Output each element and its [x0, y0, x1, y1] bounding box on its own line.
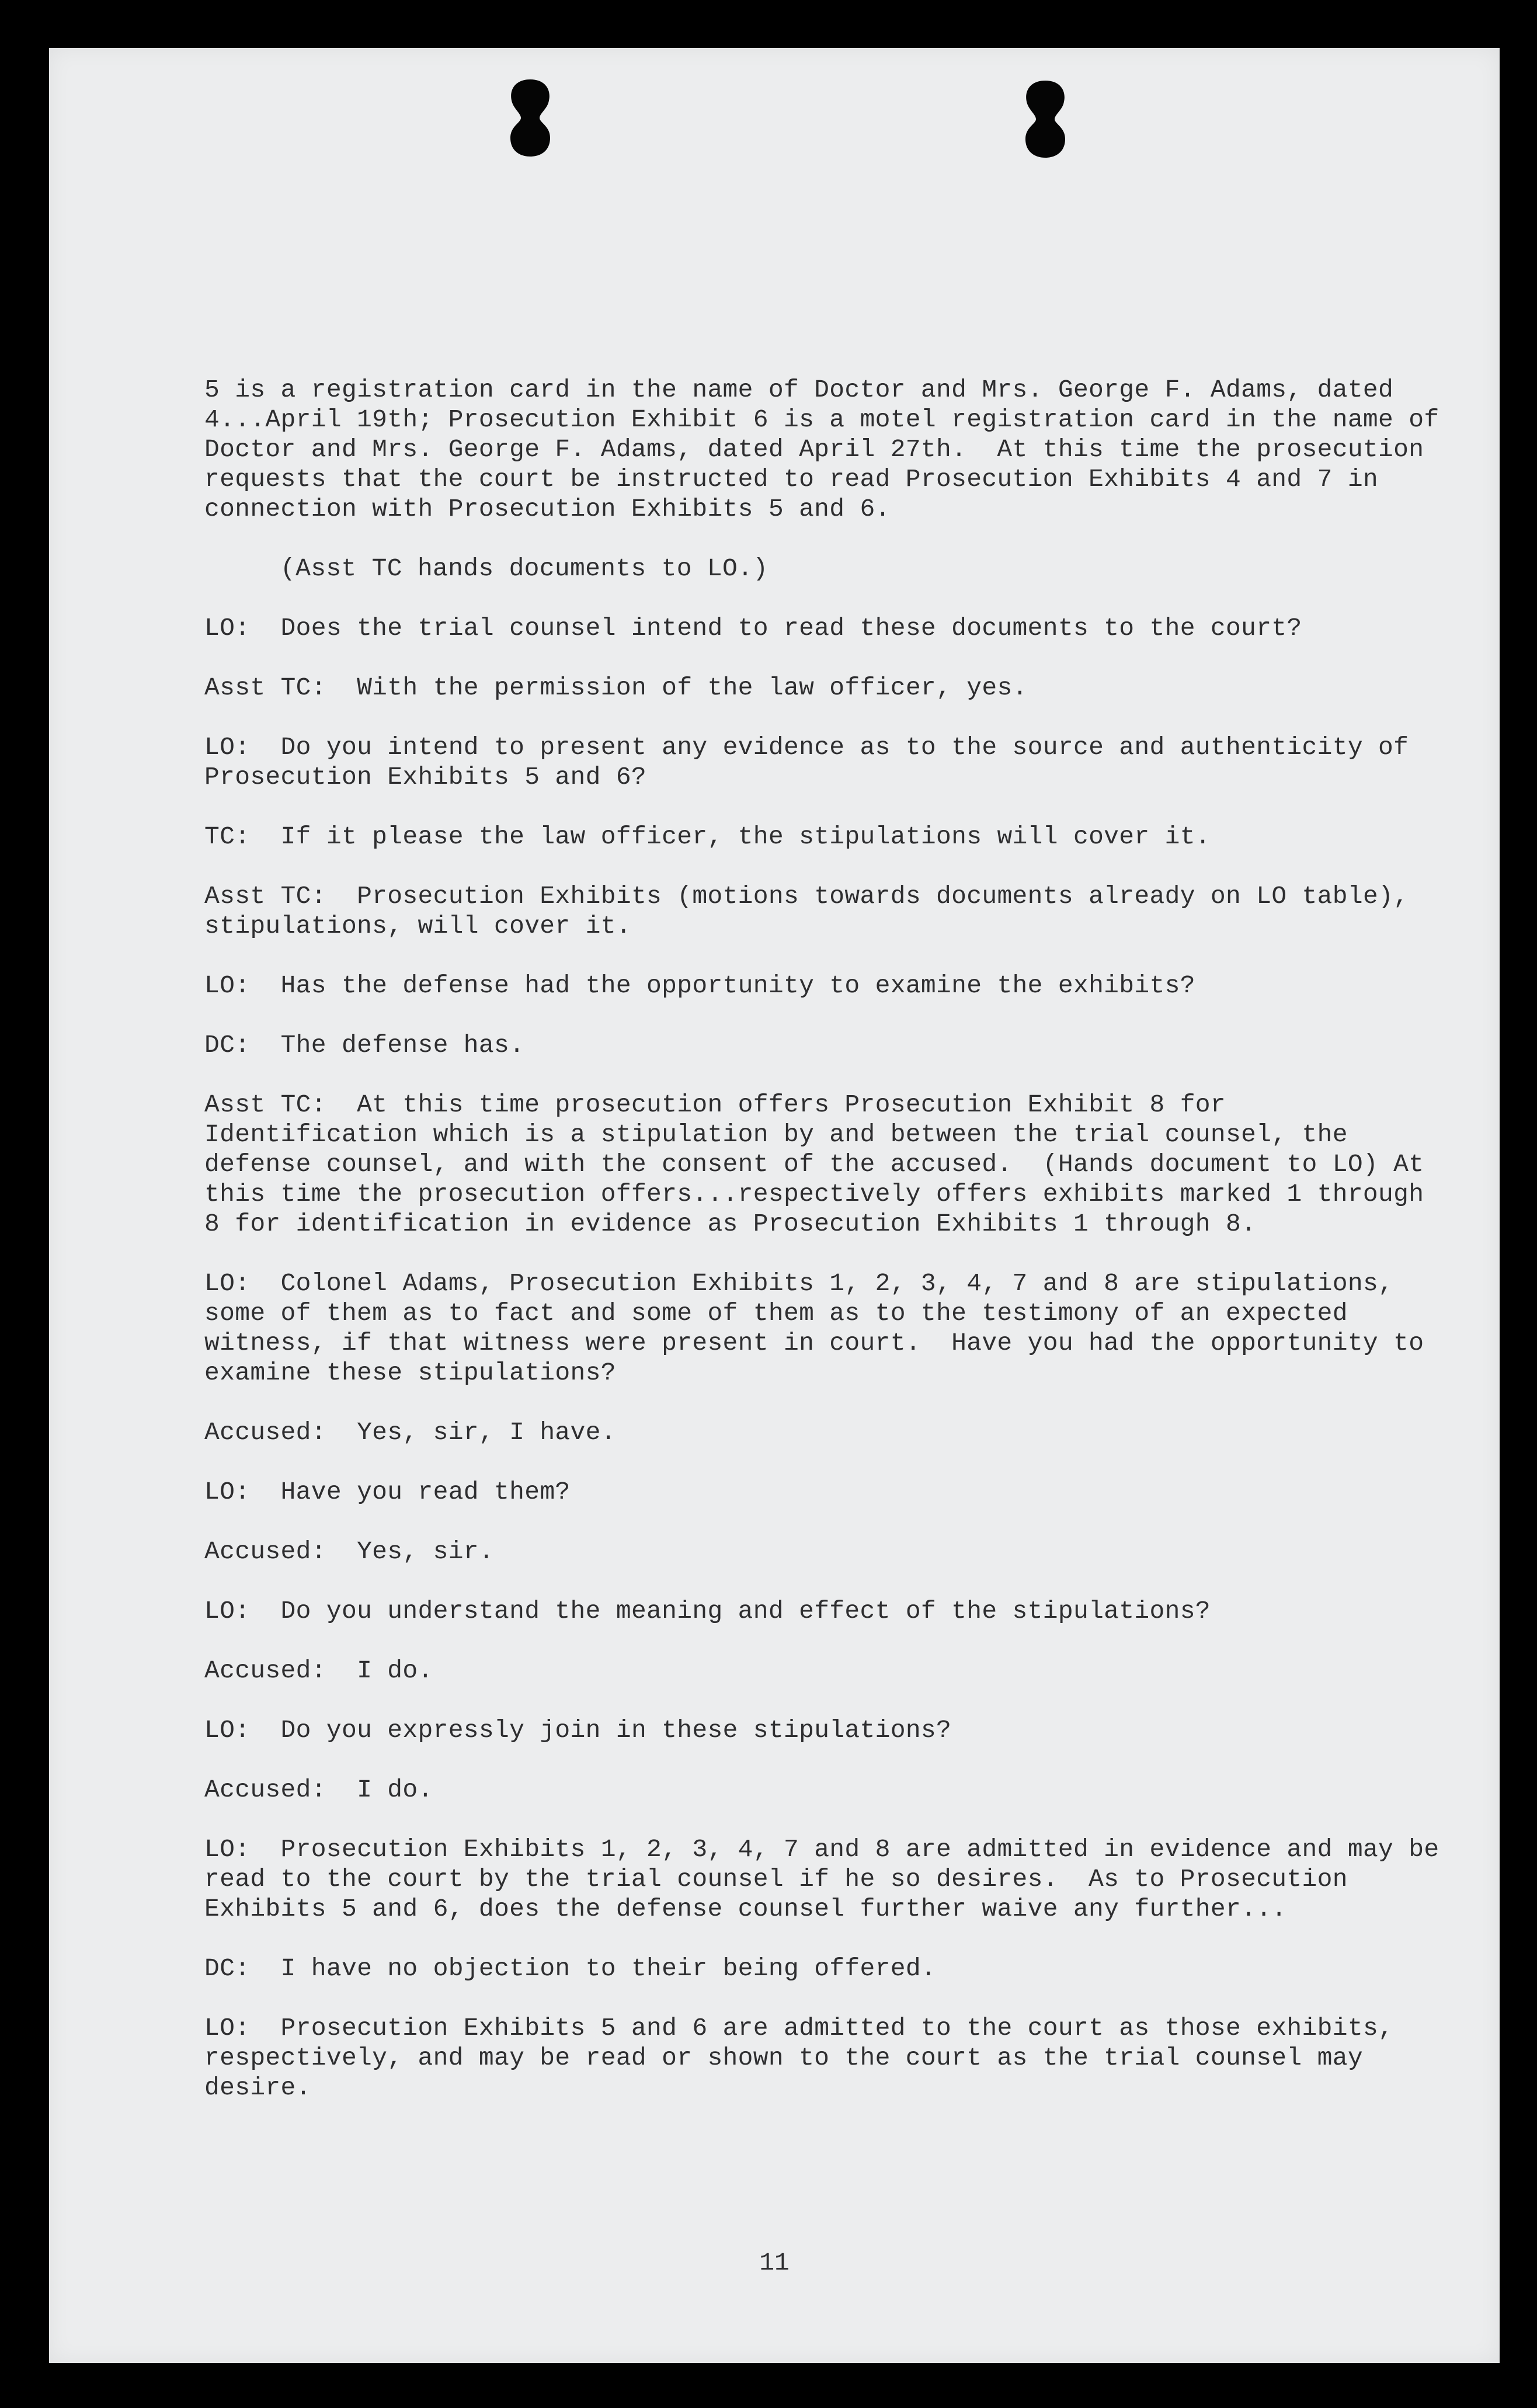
paragraph-text: Do you understand the meaning and effect of the stipulations? [280, 1597, 1211, 1625]
paragraph-text: 5 is a registration card in the name of Doctor and Mrs. George F. Adams, dated 4...April 19th; Prosecution Exhibit 6 is a motel registration card in the name of Doctor and Mrs. George F. Adams, dated April 27th. At this time the prosecution requests that the court be instructed to read Prosecution Exhibits 4 and 7 in connection with Prosecution Exhibits 5 and 6. [204, 376, 1455, 523]
paragraph-text: Prosecution Exhibits (motions towards documents already on LO table), stipulations, will cover it. [204, 882, 1424, 940]
paragraph-text: I have no objection to their being offered. [280, 1954, 937, 1983]
transcript-paragraph [204, 1030, 1442, 1060]
paragraph-text: Do you intend to present any evidence as to the source and authenticity of Prosecution Exhibits 5 and 6? [204, 733, 1424, 791]
transcript-paragraph [204, 375, 1455, 524]
speaker-label: DC: [204, 1031, 251, 1059]
speaker-label: LO: [204, 1597, 251, 1625]
paragraph-text: Do you expressly join in these stipulations? [280, 1716, 952, 1745]
binder-hole-right-icon [1018, 78, 1072, 160]
binder-hole-left-icon [503, 77, 557, 159]
speaker-label: LO: [204, 2014, 251, 2042]
speaker-label: Accused: [204, 1775, 326, 1804]
transcript-paragraph [204, 971, 1442, 1000]
transcript-paragraph [204, 1715, 1442, 1745]
transcript-paragraph [204, 1417, 1442, 1447]
paragraph-text: Prosecution Exhibits 5 and 6 are admitted to the court as those exhibits, respectively, and may be read or shown to the court as the trial counsel may desire. [204, 2014, 1409, 2102]
speaker-label: Asst TC: [204, 673, 326, 702]
transcript-paragraph [204, 1537, 1442, 1566]
paragraph-text: With the permission of the law officer, yes. [357, 673, 1028, 702]
paragraph-text: Colonel Adams, Prosecution Exhibits 1, 2, 3, 4, 7 and 8 are stipulations, some of them as to fact and some of them as to the testimony of an expected witness, if that witness were present in court. Have you had the opportunity to examine these stipulations? [204, 1269, 1439, 1387]
speaker-label: LO: [204, 971, 251, 1000]
transcript-paragraph [204, 881, 1442, 941]
paragraph-text: The defense has. [280, 1031, 525, 1059]
speaker-label: Accused: [204, 1537, 326, 1566]
paragraph-text: Yes, sir, I have. [357, 1418, 616, 1447]
document-page [49, 48, 1500, 2363]
paragraph-text: Does the trial counsel intend to read these documents to the court? [280, 614, 1302, 642]
speaker-label: LO: [204, 614, 251, 642]
speaker-label: TC: [204, 822, 251, 851]
transcript-paragraph [204, 732, 1442, 792]
binder-hole-icon [1018, 78, 1072, 160]
paragraph-text: Have you read them? [280, 1478, 571, 1506]
speaker-label: LO: [204, 1835, 251, 1864]
transcript-paragraph [204, 1834, 1455, 1924]
paragraph-text: Prosecution Exhibits 1, 2, 3, 4, 7 and 8 are admitted in evidence and may be read to the court by the trial counsel if he so desires. As to Prosecution Exhibits 5 and 6, does the defense counsel further waive any further... [204, 1835, 1455, 1923]
transcript-paragraph [204, 673, 1442, 703]
transcript-paragraph [204, 1656, 1442, 1686]
speaker-label: LO: [204, 733, 251, 762]
transcript-paragraph [204, 613, 1442, 643]
speaker-label: DC: [204, 1954, 251, 1983]
paragraph-text: I do. [357, 1656, 433, 1685]
page-number: 11 [759, 2249, 790, 2277]
transcript-body [204, 375, 1455, 2132]
binder-hole-icon [503, 77, 557, 159]
paragraph-text: I do. [357, 1775, 433, 1804]
speaker-label: Asst TC: [204, 882, 326, 911]
transcript-paragraph [204, 1596, 1442, 1626]
transcript-paragraph [204, 822, 1442, 852]
paragraph-text: At this time prosecution offers Prosecution Exhibit 8 for Identification which is a stipulation by and between the trial counsel, the defense counsel, and with the consent of the accused. (Hands document to LO) At this time the prosecution offers...respectively offers exhibits marked 1 through 8 for identification in evidence as Prosecution Exhibits 1 through 8. [204, 1090, 1439, 1238]
speaker-label: LO: [204, 1716, 251, 1745]
transcript-paragraph [204, 1090, 1442, 1239]
paragraph-text: Has the defense had the opportunity to examine the exhibits? [280, 971, 1195, 1000]
paragraph-text: Yes, sir. [357, 1537, 495, 1566]
transcript-paragraph [204, 1775, 1442, 1805]
transcript-paragraph [204, 1269, 1442, 1388]
speaker-label: Asst TC: [204, 1090, 326, 1119]
speaker-label: LO: [204, 1478, 251, 1506]
transcript-paragraph [204, 2013, 1442, 2103]
speaker-label: Accused: [204, 1656, 326, 1685]
transcript-paragraph [204, 1954, 1442, 1983]
transcript-paragraph [204, 1477, 1442, 1507]
speaker-label: Accused: [204, 1418, 326, 1447]
speaker-label: LO: [204, 1269, 251, 1298]
paragraph-text: If it please the law officer, the stipulations will cover it. [280, 822, 1211, 851]
transcript-paragraph [204, 554, 1442, 583]
paragraph-text: (Asst TC hands documents to LO.) [280, 554, 768, 583]
